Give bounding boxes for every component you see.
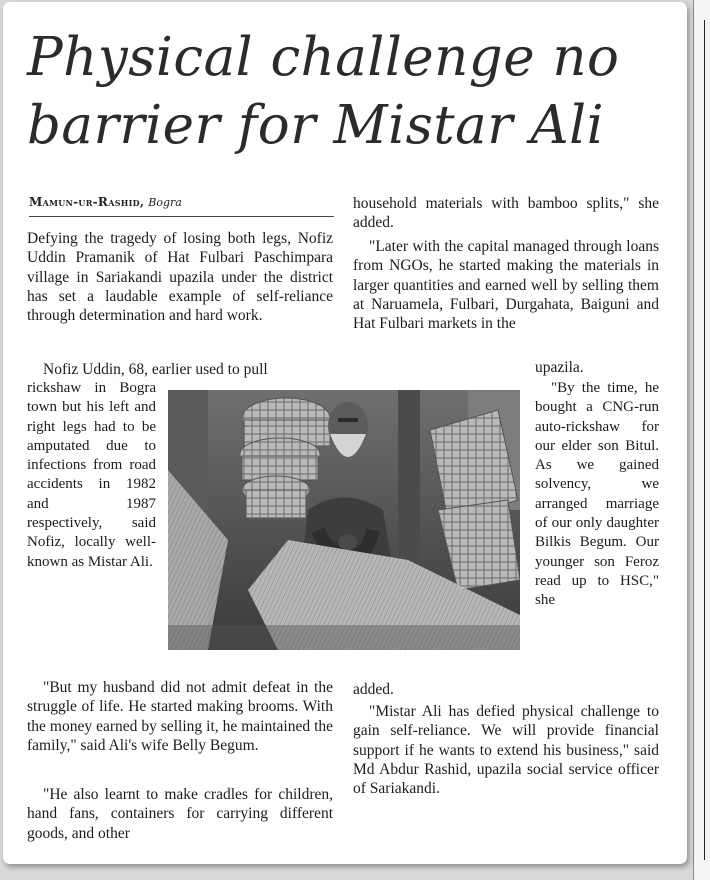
paragraph-2-top: Nofiz Uddin, 68, earlier used to pull [43, 361, 268, 378]
paragraph-6-bottom: added. [353, 681, 394, 698]
paragraph-2-wrap: rickshaw in Bogra town but his left and right legs had to be amputated due to infections from road accidents in 1982 and 1987 respectively, said Nofiz, locally well-known as Mistar Ali. [27, 380, 156, 570]
byline-rule [29, 216, 334, 217]
paragraph-4-right: household materials with bamboo splits," she added. [353, 195, 659, 232]
headline: Physical challenge no barrier for Mistar Ali [27, 27, 620, 156]
paragraph-1: Defying the tragedy of losing both legs, Nofiz Uddin Pramanik of Hat Fulbari Paschimpara village in Sariakandi upazila under the district has set a laudable example of self-reliance through determination and hard work. [27, 230, 333, 325]
adjacent-page-edge [693, 0, 710, 880]
paragraph-6-wrap: "By the time, he bought a CNG-run auto-rickshaw for our elder son Bitul. As we gained solvency, we arranged marriage of our only daughter Bilkis Begum. Our younger son Feroz read up to HSC," she [535, 380, 659, 609]
paragraph-3: "But my husband did not admit defeat in the struggle of life. He started making brooms. With the money earned by selling it, he maintained the family," said Ali's wife Belly Begum. [27, 679, 333, 754]
paragraph-7: "Mistar Ali has defied physical challenge to gain self-reliance. We will provide financial support if he wants to extend his business," said Md Abdur Rashid, upazila social service officer of Sariakandi. [353, 703, 659, 798]
photo-broom-maker [168, 390, 520, 650]
byline [29, 195, 182, 209]
newspaper-clipping [3, 2, 687, 864]
paragraph-5-top: "Later with the capital managed through loans from NGOs, he started making the materials in larger quantities and earned well by selling them at Naruamela, Fulbari, Durgahata, Baiguni and Hat Fulbari markets in the [353, 238, 659, 333]
paragraph-5-wrap: upazila. [535, 359, 584, 376]
paragraph-4-left: "He also learnt to make cradles for children, hand fans, containers for carrying different goods, and other [27, 786, 333, 842]
byline-location: Bogra [148, 196, 182, 209]
byline-author: Mamun-ur-Rashid, [29, 195, 145, 209]
